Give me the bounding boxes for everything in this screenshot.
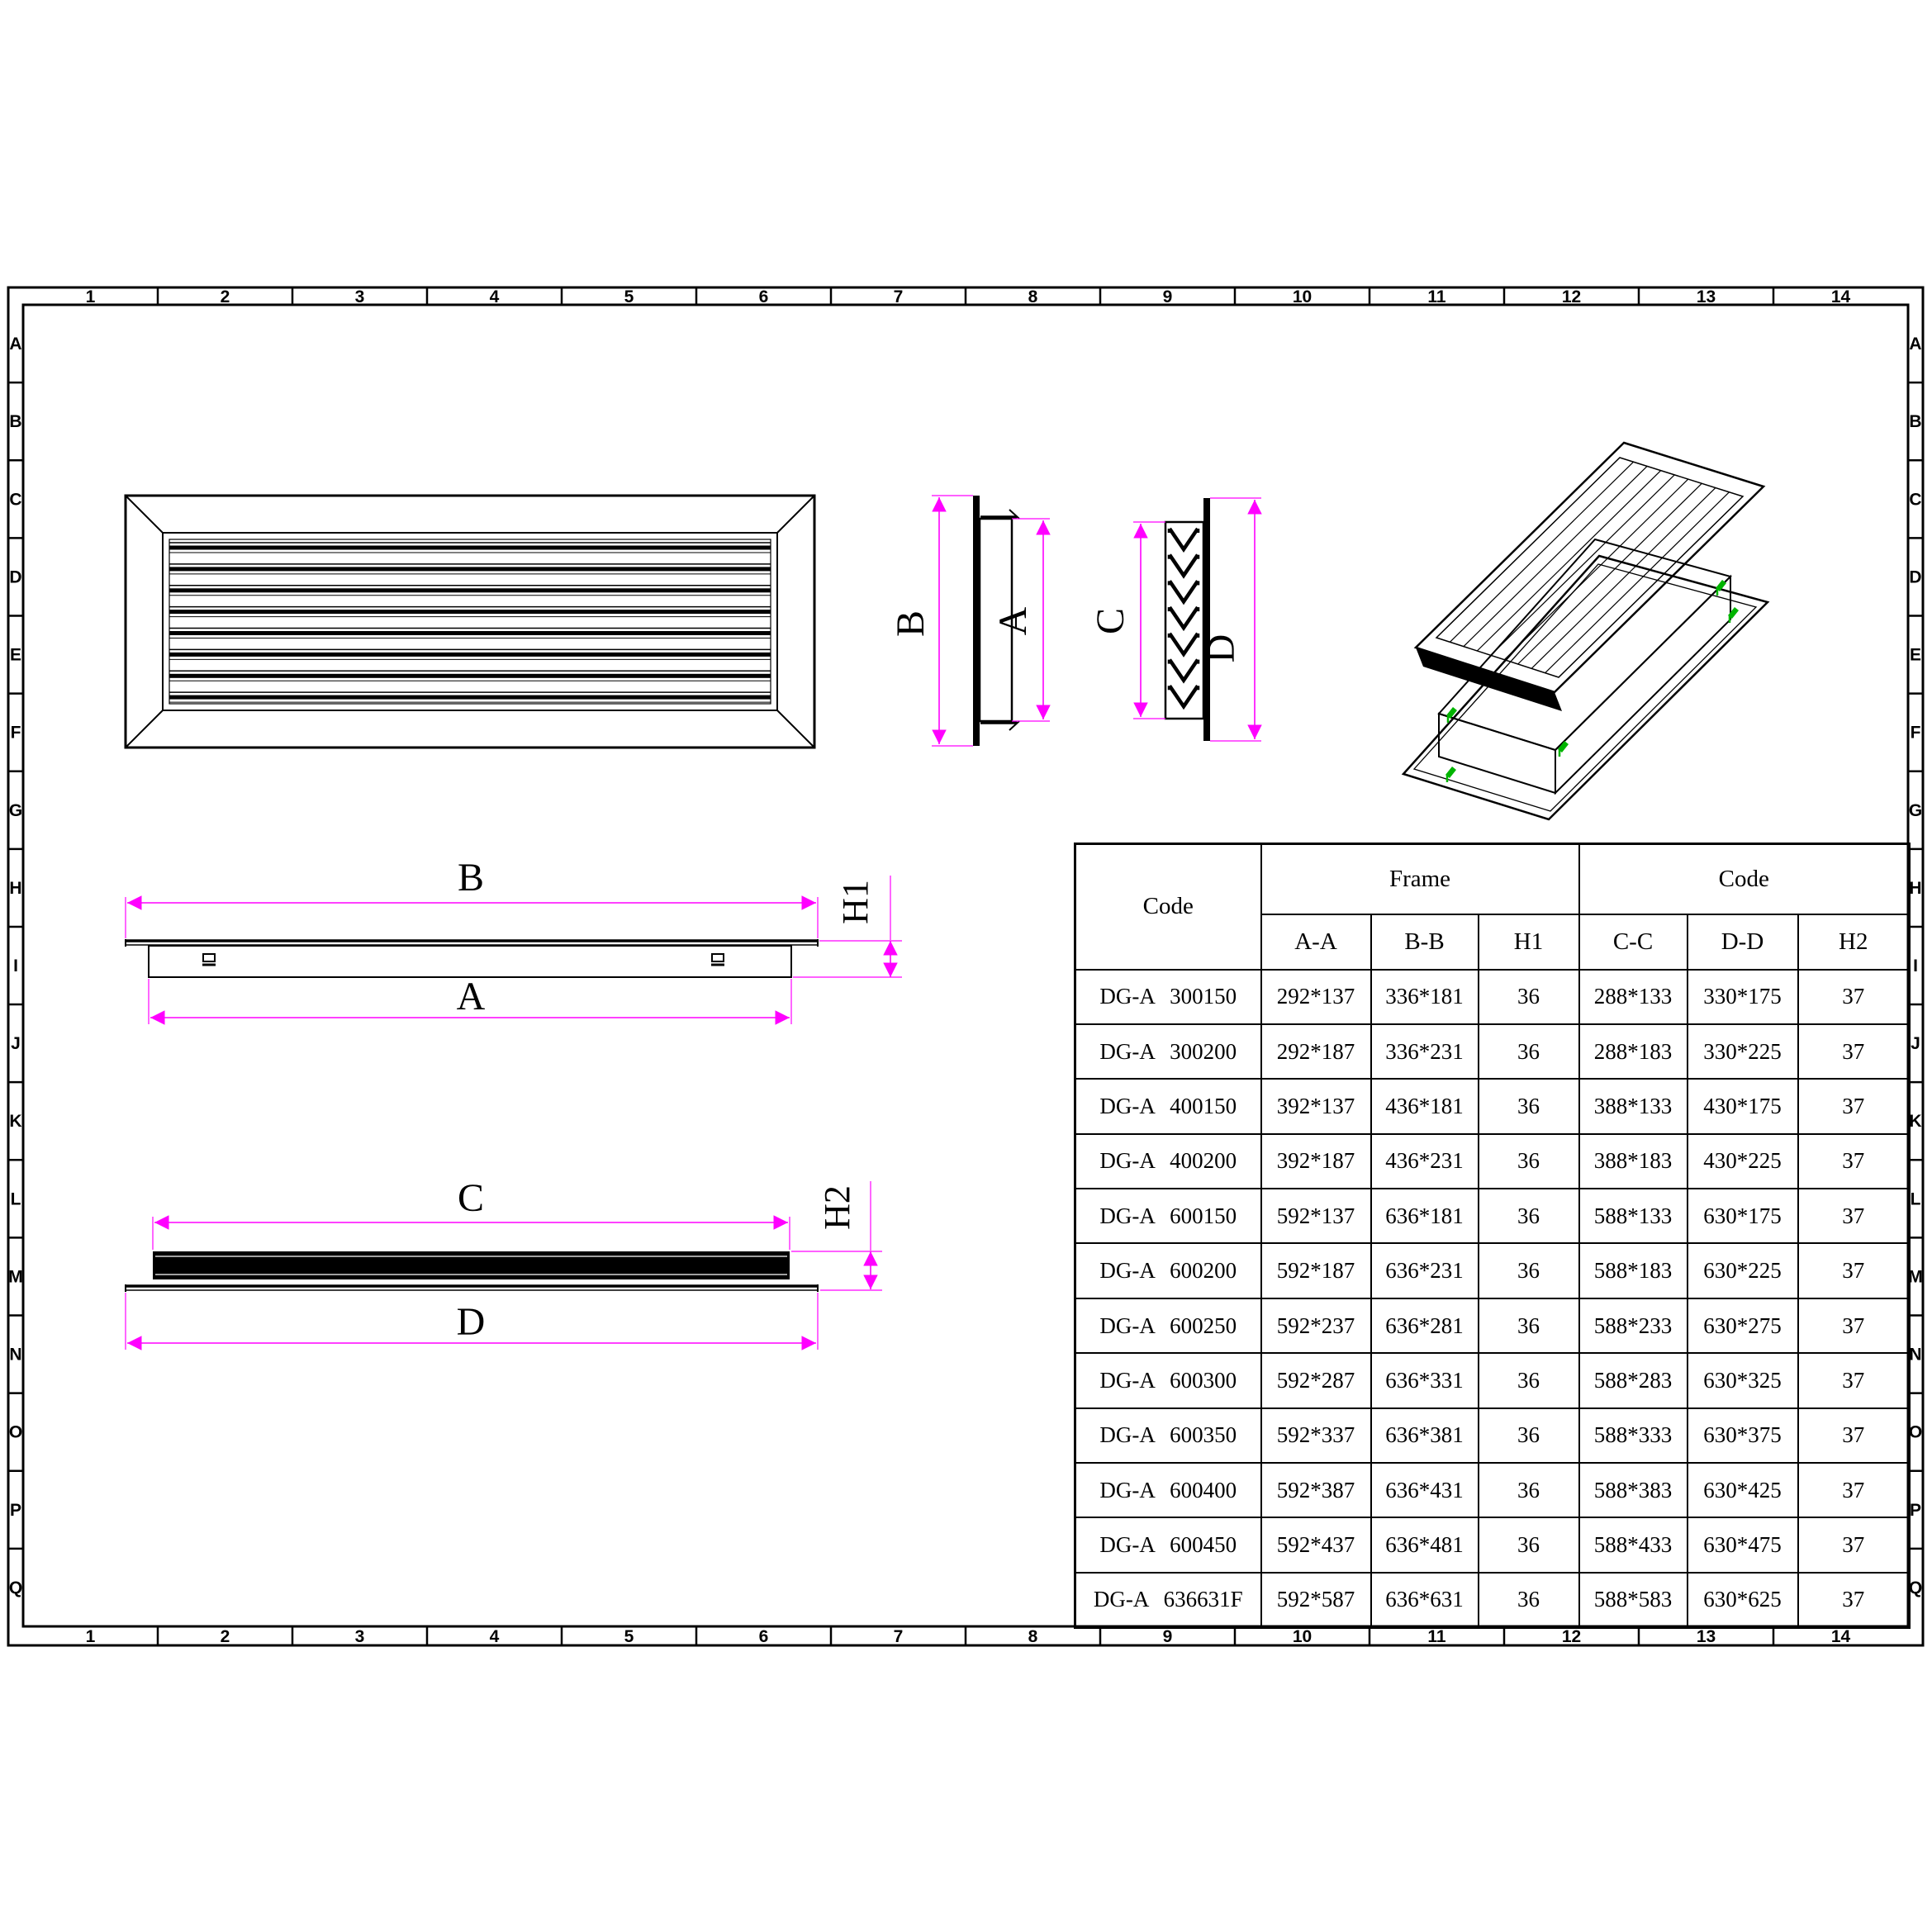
dim-label-c-elevation: C <box>457 1176 485 1220</box>
grid-column-label: 4 <box>489 287 500 306</box>
grid-column-label: 7 <box>893 287 904 306</box>
cell-bb: 636*181 <box>1371 1189 1479 1243</box>
cell-cc: 288*183 <box>1579 1024 1688 1079</box>
section-view-core <box>1089 498 1261 741</box>
cell-cc: 388*133 <box>1579 1079 1688 1133</box>
cell-aa: 592*237 <box>1261 1298 1371 1353</box>
cell-aa: 592*387 <box>1261 1463 1371 1517</box>
spec-row <box>1075 1353 1910 1407</box>
cell-aa: 592*187 <box>1261 1243 1371 1298</box>
spec-row <box>1075 970 1910 1024</box>
cell-h1: 36 <box>1479 1024 1579 1079</box>
cell-h2: 37 <box>1798 1408 1910 1463</box>
cell-h1: 36 <box>1479 1408 1579 1463</box>
cell-h2: 37 <box>1798 970 1910 1024</box>
cell-code: DG-A 600300 <box>1075 1353 1261 1407</box>
grid-column-label: 5 <box>624 1627 634 1646</box>
cell-bb: 636*631 <box>1371 1573 1479 1627</box>
grid-column-label: 11 <box>1427 1627 1446 1646</box>
grid-column-label: 10 <box>1292 287 1313 306</box>
spec-row <box>1075 1079 1910 1133</box>
spec-row <box>1075 1573 1910 1627</box>
grid-column-label: 7 <box>893 1627 904 1646</box>
grid-column-label: 1 <box>85 287 96 306</box>
col-header-aa: A-A <box>1261 914 1371 970</box>
col-header-bb: B-B <box>1371 914 1479 970</box>
cell-bb: 436*181 <box>1371 1079 1479 1133</box>
cell-code: DG-A 300150 <box>1075 970 1261 1024</box>
cell-h1: 36 <box>1479 1463 1579 1517</box>
front-view <box>126 496 814 748</box>
grid-row-label: D <box>9 567 22 587</box>
spec-row <box>1075 1517 1910 1572</box>
cell-h1: 36 <box>1479 1189 1579 1243</box>
grid-column-label: 8 <box>1028 1627 1038 1646</box>
cell-dd: 430*175 <box>1688 1079 1798 1133</box>
cell-h1: 36 <box>1479 1134 1579 1189</box>
section-view-frame <box>889 496 1050 746</box>
cell-code: DG-A 600250 <box>1075 1298 1261 1353</box>
grid-row-label: A <box>1909 335 1922 354</box>
cell-h2: 37 <box>1798 1079 1910 1133</box>
cell-cc: 588*583 <box>1579 1573 1688 1627</box>
grid-row-label: F <box>1910 723 1921 743</box>
grid-row-label: B <box>9 412 22 432</box>
spec-table-container <box>1074 843 1908 1626</box>
cell-h1: 36 <box>1479 1298 1579 1353</box>
grid-column-label: 8 <box>1028 287 1038 306</box>
cell-h2: 37 <box>1798 1573 1910 1627</box>
grid-row-label: P <box>1909 1500 1922 1520</box>
cell-dd: 630*375 <box>1688 1408 1798 1463</box>
grid-row-label: L <box>1910 1189 1921 1209</box>
dim-label-b-section: B <box>889 610 933 638</box>
cell-code: DG-A 400200 <box>1075 1134 1261 1189</box>
grid-row-label: A <box>9 335 22 354</box>
cell-h2: 37 <box>1798 1189 1910 1243</box>
grid-row-label: O <box>8 1422 23 1442</box>
cell-h2: 37 <box>1798 1517 1910 1572</box>
cell-h1: 36 <box>1479 1353 1579 1407</box>
cell-h1: 36 <box>1479 1079 1579 1133</box>
col-header-h2: H2 <box>1798 914 1910 970</box>
cell-code: DG-A 600200 <box>1075 1243 1261 1298</box>
grid-row-label: F <box>10 723 21 743</box>
cell-aa: 592*337 <box>1261 1408 1371 1463</box>
dim-label-d-section: D <box>1199 634 1243 663</box>
grid-row-label: E <box>9 645 22 665</box>
cell-aa: 292*137 <box>1261 970 1371 1024</box>
spec-row <box>1075 1243 1910 1298</box>
spec-row <box>1075 1189 1910 1243</box>
cell-cc: 588*333 <box>1579 1408 1688 1463</box>
cell-cc: 588*133 <box>1579 1189 1688 1243</box>
cell-dd: 630*225 <box>1688 1243 1798 1298</box>
cell-bb: 636*331 <box>1371 1353 1479 1407</box>
cell-code: DG-A 600350 <box>1075 1408 1261 1463</box>
grid-row-label: E <box>1909 645 1922 665</box>
cell-aa: 592*287 <box>1261 1353 1371 1407</box>
col-header-dd: D-D <box>1688 914 1798 970</box>
dim-label-c-section: C <box>1089 607 1132 635</box>
cell-dd: 430*225 <box>1688 1134 1798 1189</box>
cell-dd: 330*225 <box>1688 1024 1798 1079</box>
cell-h1: 36 <box>1479 1573 1579 1627</box>
cell-dd: 630*625 <box>1688 1573 1798 1627</box>
cell-code: DG-A 600150 <box>1075 1189 1261 1243</box>
grid-column-label: 4 <box>489 1627 500 1646</box>
grid-row-label: P <box>9 1500 22 1520</box>
cell-cc: 588*183 <box>1579 1243 1688 1298</box>
cell-code: DG-A 636631F <box>1075 1573 1261 1627</box>
cell-bb: 336*181 <box>1371 970 1479 1024</box>
cell-dd: 630*425 <box>1688 1463 1798 1517</box>
cell-cc: 588*383 <box>1579 1463 1688 1517</box>
grid-column-label: 10 <box>1292 1627 1313 1646</box>
grid-row-label: M <box>8 1267 23 1287</box>
spec-row <box>1075 1463 1910 1517</box>
cell-h2: 37 <box>1798 1353 1910 1407</box>
grid-row-label: H <box>1909 878 1922 898</box>
grid-column-label: 12 <box>1561 1627 1582 1646</box>
grid-row-label: H <box>9 878 22 898</box>
grid-row-label: I <box>1913 957 1918 975</box>
cell-code: DG-A 600400 <box>1075 1463 1261 1517</box>
cell-bb: 636*481 <box>1371 1517 1479 1572</box>
cell-h1: 36 <box>1479 970 1579 1024</box>
spec-table <box>1074 843 1911 1629</box>
grid-row-label: N <box>9 1345 22 1365</box>
cell-cc: 588*283 <box>1579 1353 1688 1407</box>
grid-row-label: K <box>9 1112 22 1132</box>
dim-label-a-elevation: A <box>456 975 486 1018</box>
grid-row-label: B <box>1909 412 1922 432</box>
cell-cc: 388*183 <box>1579 1134 1688 1189</box>
cell-bb: 636*431 <box>1371 1463 1479 1517</box>
cell-cc: 588*433 <box>1579 1517 1688 1572</box>
grid-column-label: 1 <box>85 1627 96 1646</box>
grid-row-label: N <box>1909 1345 1922 1365</box>
group-header-code: Code <box>1579 844 1910 914</box>
spec-row <box>1075 1408 1910 1463</box>
dim-label-h2: H2 <box>817 1185 857 1230</box>
spec-row <box>1075 1134 1910 1189</box>
cell-h2: 37 <box>1798 1463 1910 1517</box>
cell-aa: 592*587 <box>1261 1573 1371 1627</box>
grid-row-label: Q <box>1908 1578 1923 1597</box>
grid-row-label: J <box>1911 1034 1920 1054</box>
elevation-view-core <box>126 1176 882 1350</box>
grid-row-label: M <box>1908 1267 1923 1287</box>
grid-column-label: 14 <box>1830 287 1851 306</box>
grid-column-label: 11 <box>1427 287 1446 306</box>
grid-row-label: O <box>1908 1422 1923 1442</box>
cell-dd: 630*325 <box>1688 1353 1798 1407</box>
cell-code: DG-A 300200 <box>1075 1024 1261 1079</box>
col-header-cc: C-C <box>1579 914 1688 970</box>
grid-column-label: 3 <box>354 1627 365 1646</box>
cell-bb: 336*231 <box>1371 1024 1479 1079</box>
grid-row-label: D <box>1909 567 1922 587</box>
grid-column-label: 6 <box>758 1627 769 1646</box>
grid-column-label: 14 <box>1830 1627 1851 1646</box>
isometric-view <box>1403 443 1768 819</box>
grid-row-label: L <box>10 1189 21 1209</box>
grid-column-label: 2 <box>220 1627 230 1646</box>
cell-aa: 592*437 <box>1261 1517 1371 1572</box>
grid-column-label: 12 <box>1561 287 1582 306</box>
dim-label-h1: H1 <box>835 880 876 924</box>
group-header-frame: Frame <box>1261 844 1579 914</box>
cell-dd: 630*275 <box>1688 1298 1798 1353</box>
cell-cc: 288*133 <box>1579 970 1688 1024</box>
cell-dd: 630*175 <box>1688 1189 1798 1243</box>
cell-bb: 636*381 <box>1371 1408 1479 1463</box>
grid-column-label: 2 <box>220 287 230 306</box>
cell-aa: 392*187 <box>1261 1134 1371 1189</box>
grid-column-label: 9 <box>1162 1627 1173 1646</box>
cell-h2: 37 <box>1798 1024 1910 1079</box>
cell-code: DG-A 400150 <box>1075 1079 1261 1133</box>
cell-bb: 436*231 <box>1371 1134 1479 1189</box>
dim-label-b-elevation: B <box>457 856 485 900</box>
col-header-code: Code <box>1075 844 1261 970</box>
grid-row-label: G <box>8 800 23 820</box>
cell-aa: 392*137 <box>1261 1079 1371 1133</box>
col-header-h1: H1 <box>1479 914 1579 970</box>
grid-column-label: 13 <box>1696 287 1716 306</box>
grid-row-label: K <box>1909 1112 1922 1132</box>
grid-column-label: 6 <box>758 287 769 306</box>
grid-row-label: I <box>13 957 18 975</box>
cell-h1: 36 <box>1479 1517 1579 1572</box>
grid-row-label: C <box>1909 490 1922 510</box>
grid-column-label: 9 <box>1162 287 1173 306</box>
cell-h2: 37 <box>1798 1243 1910 1298</box>
cell-code: DG-A 600450 <box>1075 1517 1261 1572</box>
grid-row-label: J <box>11 1034 21 1054</box>
grid-row-label: Q <box>8 1578 23 1597</box>
grid-row-label: G <box>1908 800 1923 820</box>
cell-bb: 636*281 <box>1371 1298 1479 1353</box>
spec-row <box>1075 1298 1910 1353</box>
cell-bb: 636*231 <box>1371 1243 1479 1298</box>
spec-row <box>1075 1024 1910 1079</box>
cell-h2: 37 <box>1798 1134 1910 1189</box>
cell-cc: 588*233 <box>1579 1298 1688 1353</box>
cell-aa: 292*187 <box>1261 1024 1371 1079</box>
dim-label-d-elevation: D <box>456 1300 486 1344</box>
grid-column-label: 3 <box>354 287 365 306</box>
cell-h2: 37 <box>1798 1298 1910 1353</box>
dim-label-a-section: A <box>991 606 1035 636</box>
grid-row-label: C <box>9 490 22 510</box>
cell-aa: 592*137 <box>1261 1189 1371 1243</box>
elevation-view-frame <box>126 856 902 1024</box>
cell-dd: 330*175 <box>1688 970 1798 1024</box>
front-view-louvers <box>169 543 771 702</box>
cell-h1: 36 <box>1479 1243 1579 1298</box>
grid-column-label: 5 <box>624 287 634 306</box>
cell-dd: 630*475 <box>1688 1517 1798 1572</box>
grid-column-label: 13 <box>1696 1627 1716 1646</box>
